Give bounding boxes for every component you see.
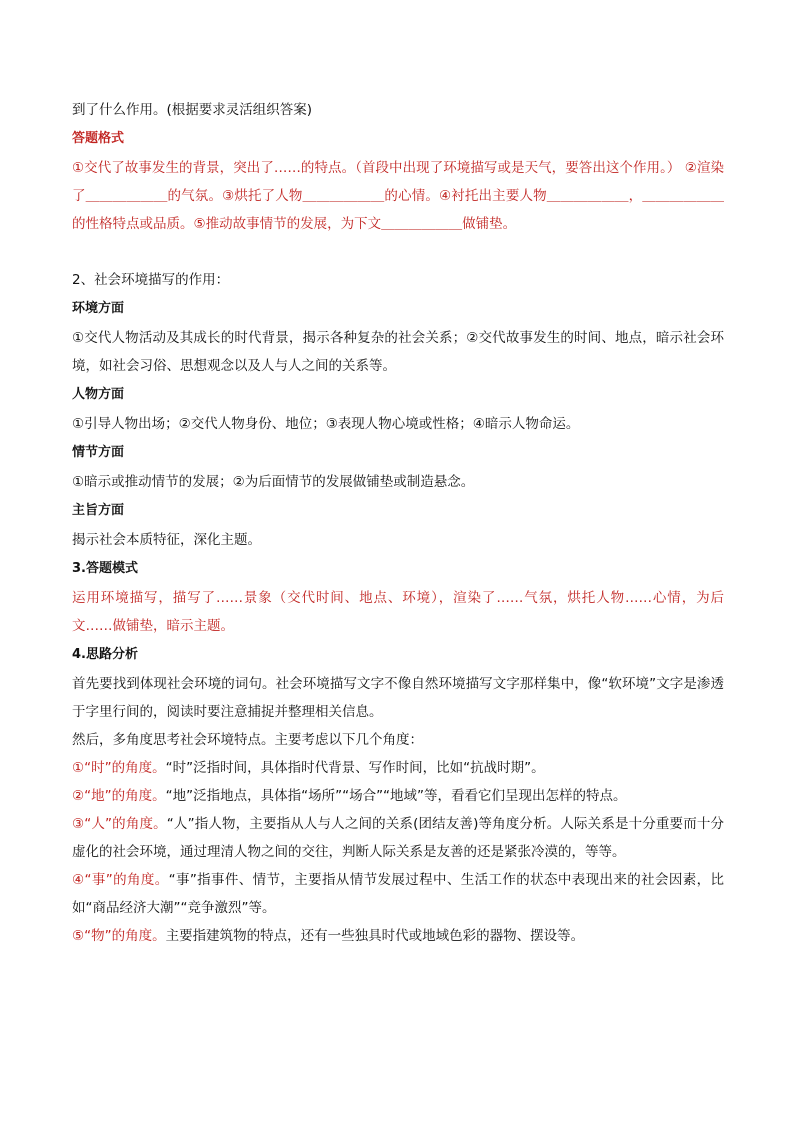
- angle-label: ⑤“物”的角度。: [72, 928, 166, 944]
- plot-heading: 情节方面: [72, 445, 125, 460]
- angle-label: ④“事”的角度。: [72, 872, 169, 888]
- answer-format-text: ①交代了故事发生的背景，突出了……的特点。（首段中出现了环境描写或是天气，要答出这个作用。） ②渲染了＿＿＿＿＿＿的气氛。③烘托了人物＿＿＿＿＿＿的心情。④衬托出主要人物＿＿＿＿＿＿，＿＿＿＿＿＿的性格特点或品质。⑤推动故事情节的发展，为下文＿＿＿＿＿＿做铺垫。: [72, 160, 724, 232]
- angle-text: “人”指人物，主要指从人与人之间的关系(团结友善)等角度分析。人际关系是十分重要而十分虚化的社会环境，通过理清人物之间的交往，判断人际关系是友善的还是紧张冷漠的，等等。: [72, 816, 724, 860]
- angle-text: “地”泛指地点，具体指“场所”“场合”“地域”等，看看它们呈现出怎样的特点。: [165, 788, 627, 804]
- angle-label: ①“时”的角度。: [72, 760, 166, 776]
- document-page: [72, 96, 724, 950]
- analysis-text-1: 首先要找到体现社会环境的词句。社会环境描写文字不像自然环境描写文字那样集中，像“软环境”文字是渗透于字里行间的，阅读时要注意捕捉并整理相关信息。: [72, 676, 724, 720]
- angle-text: 主要指建筑物的特点，还有一些独具时代或地域色彩的器物、摆设等。: [165, 928, 585, 944]
- character-heading: 人物方面: [72, 387, 125, 402]
- angle-item: [72, 754, 724, 782]
- angle-item: [72, 782, 724, 810]
- environment-heading: 环境方面: [72, 301, 125, 316]
- theme-heading: 主旨方面: [72, 503, 125, 518]
- angle-text: “事”指事件、情节，主要指从情节发展过程中、生活工作的状态中表现出来的社会因素，比如“商品经济大潮”“竞争激烈”等。: [72, 872, 724, 916]
- plot-text: ①暗示或推动情节的发展；②为后面情节的发展做铺垫或制造悬念。: [72, 474, 475, 490]
- angle-item: [72, 866, 724, 922]
- spacer: [72, 238, 724, 266]
- angle-label: ③“人”的角度。: [72, 816, 167, 832]
- angle-text: “时”泛指时间，具体指时代背景、写作时间，比如“抗战时期”。: [165, 760, 545, 776]
- social-environment-title: 2、社会环境描写的作用：: [72, 272, 230, 288]
- character-text: ①引导人物出场；②交代人物身份、地位；③表现人物心境或性格；④暗示人物命运。: [72, 416, 580, 432]
- angle-label: ②“地”的角度。: [72, 788, 166, 804]
- angle-item: [72, 810, 724, 866]
- analysis-heading: 4.思路分析: [72, 647, 138, 662]
- answer-mode-heading: 3.答题模式: [72, 561, 138, 576]
- environment-text: ①交代人物活动及其成长的时代背景，揭示各种复杂的社会关系；②交代故事发生的时间、地点，暗示社会环境，如社会习俗、思想观念以及人与人之间的关系等。: [72, 330, 724, 374]
- answer-format-heading: 答题格式: [72, 131, 125, 146]
- intro-text: 到了什么作用。(根据要求灵活组织答案): [72, 102, 313, 118]
- angle-item: [72, 922, 724, 950]
- analysis-text-2: 然后，多角度思考社会环境特点。主要考虑以下几个角度：: [72, 732, 423, 748]
- theme-text: 揭示社会本质特征，深化主题。: [72, 532, 261, 548]
- answer-mode-text: 运用环境描写，描写了……景象（交代时间、地点、环境），渲染了……气氛，烘托人物……心情，为后文……做铺垫，暗示主题。: [72, 590, 724, 634]
